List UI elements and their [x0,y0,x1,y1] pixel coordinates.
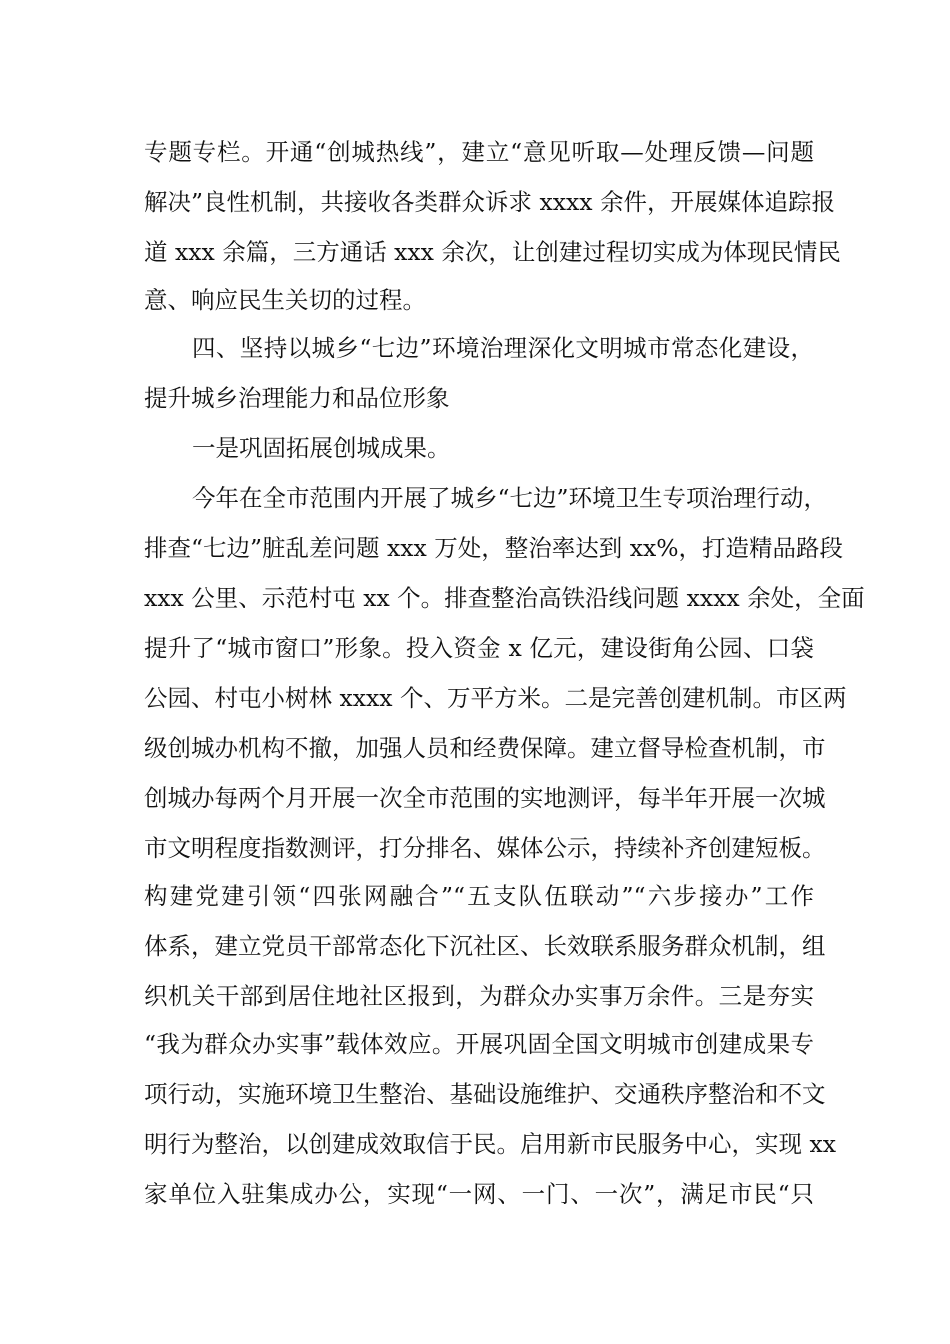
text-line: 提升了“城市窗口”形象。投入资金 x 亿元，建设街角公园、口袋 [144,634,814,662]
section-heading-line: 四、坚持以城乡“七边”环境治理深化文明城市常态化建设， [192,334,814,362]
text-line: 市文明程度指数测评，打分排名、媒体公示，持续补齐创建短板。 [144,834,826,862]
text-line: 明行为整治，以创建成效取信于民。启用新市民服务中心，实现 xx [144,1130,836,1158]
text-line: 道 xxx 余篇，三方通话 xxx 余次，让创建过程切实成为体现民情民 [144,238,841,266]
section-heading-line: 提升城乡治理能力和品位形象 [144,384,450,412]
text-line: 意、响应民生关切的过程。 [144,286,426,314]
text-line: 项行动，实施环境卫生整治、基础设施维护、交通秩序整治和不文 [144,1080,826,1108]
text-line: 创城办每两个月开展一次全市范围的实地测评，每半年开展一次城 [144,784,826,812]
text-line: 级创城办机构不撤，加强人员和经费保障。建立督导检查机制，市 [144,734,826,762]
text-line: 专题专栏。开通“创城热线”，建立“意见听取—处理反馈—问题 [144,138,814,166]
text-line: 构建党建引领“四张网融合”“五支队伍联动”“六步接办”工作 [144,882,814,910]
text-line: 织机关干部到居住地社区报到，为群众办实事万余件。三是夯实 [144,982,814,1010]
text-line: 解决”良性机制，共接收各类群众诉求 xxxx 余件，开展媒体追踪报 [144,188,835,216]
text-line: 家单位入驻集成办公，实现“一网、一门、一次”，满足市民“只 [144,1180,814,1208]
text-line: “我为群众办实事”载体效应。开展巩固全国文明城市创建成果专 [144,1030,814,1058]
text-line: 公园、村屯小树林 xxxx 个、万平方米。二是完善创建机制。市区两 [144,684,847,712]
text-line: 排查“七边”脏乱差问题 xxx 万处，整治率达到 xx%，打造精品路段 [144,534,844,562]
text-line: 今年在全市范围内开展了城乡“七边”环境卫生专项治理行动， [192,484,828,512]
text-line: 体系，建立党员干部常态化下沉社区、长效联系服务群众机制，组 [144,932,826,960]
text-line: xxx 公里、示范村屯 xx 个。排查整治高铁沿线问题 xxxx 余处，全面 [144,584,865,612]
subheading-line: 一是巩固拓展创城成果。 [192,434,451,462]
